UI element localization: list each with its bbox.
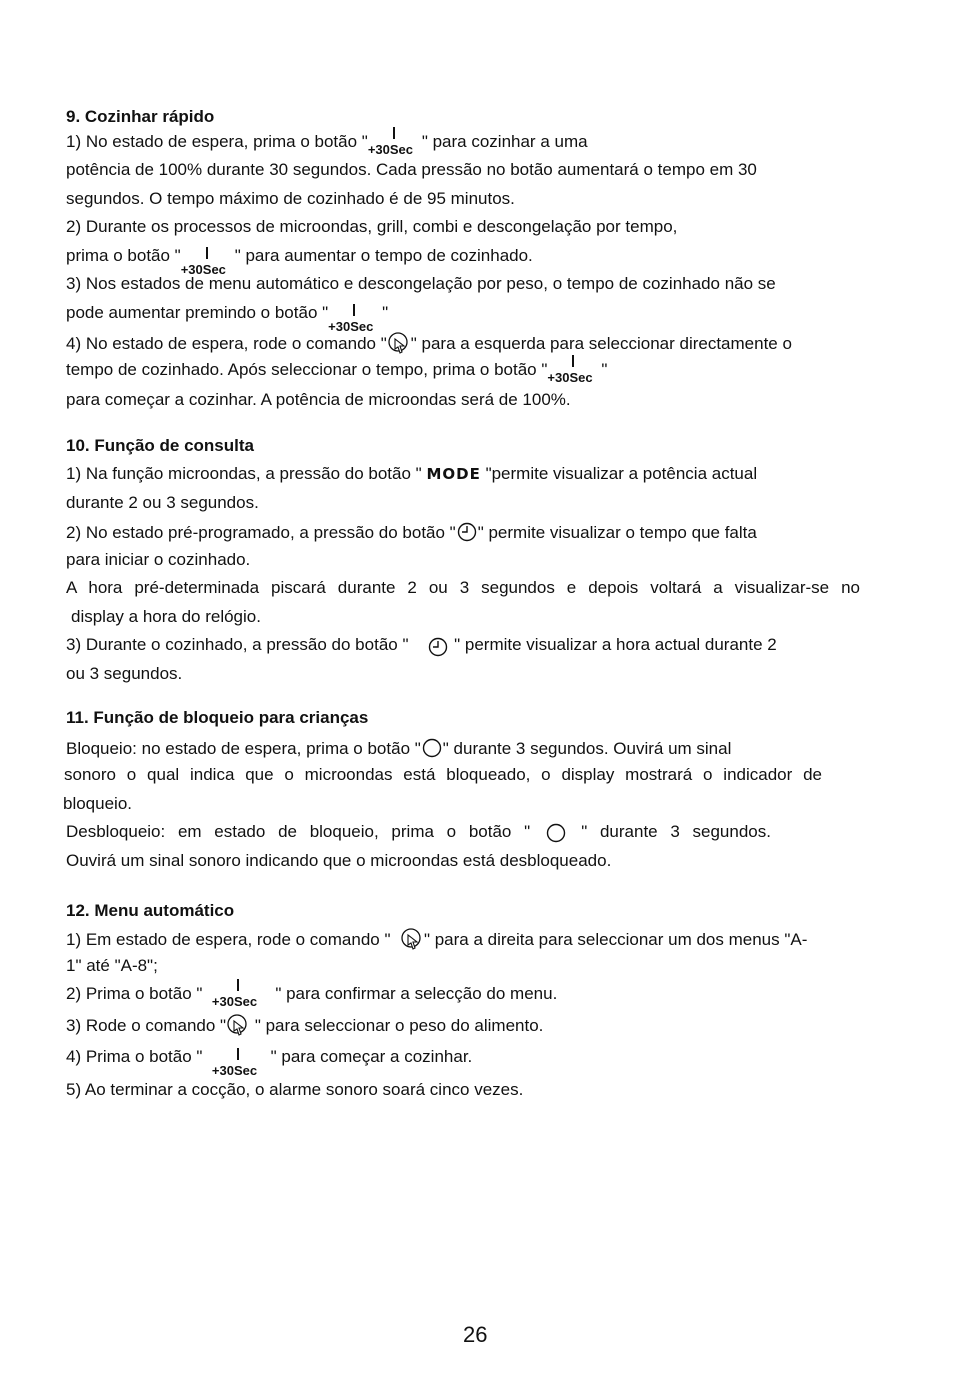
s12-line-4 (66, 1013, 543, 1039)
text: " para aumentar o tempo de cozinhado. (234, 246, 533, 265)
page-number: 26 (463, 1322, 488, 1347)
s9-line-8 (66, 331, 792, 357)
s11-line-1 (66, 737, 731, 759)
s10-line-8: ou 3 segundos. (66, 664, 183, 683)
text: "permite visualizar a potência actual (485, 464, 758, 483)
s12-line-1 (66, 927, 807, 953)
text: " permite visualizar a hora actual durante 2 (454, 635, 777, 654)
text: Bloqueio: no estado de espera, prima o botão " (66, 739, 421, 758)
s9-line-9 (66, 360, 607, 383)
s12-line-6: 5) Ao terminar a cocção, o alarme sonoro soará cinco vezes. (66, 1080, 524, 1099)
text: " (382, 303, 389, 322)
s9-line-7 (66, 303, 388, 332)
text: 3) Durante o cozinhado, a pressão do botão " (66, 635, 409, 654)
knob-icon (400, 927, 424, 953)
text: tempo de cozinhado. Após seleccionar o tempo, prima o botão " (66, 360, 548, 379)
s10-line-5: A hora pré-determinada piscará durante 2 ou 3 segundos e depois voltará a visualizar-se no (66, 578, 860, 597)
text: 2) No estado pré-programado, a pressão do botão " (66, 523, 456, 542)
text: 3) Rode o comando " (66, 1016, 227, 1035)
s10-line-2: durante 2 ou 3 segundos. (66, 493, 259, 512)
plus30sec-icon: +30Sec (368, 135, 422, 155)
s11-line-4 (66, 822, 771, 844)
s11-line-5: Ouvirá um sinal sonoro indicando que o microondas está desbloqueado. (66, 851, 612, 870)
text: " para confirmar a selecção do menu. (275, 984, 558, 1003)
text: pode aumentar premindo o botão " (66, 303, 329, 322)
s12-line-5 (66, 1047, 472, 1076)
text: 1) Em estado de espera, rode o comando " (66, 930, 391, 949)
knob-icon (387, 331, 411, 357)
section-11-title: 11. Função de bloqueio para crianças (66, 708, 369, 727)
stop-circle-icon (421, 737, 443, 759)
s10-line-3 (66, 521, 757, 543)
plus30sec-icon: +30Sec (547, 363, 601, 383)
s11-line-2: sonoro o qual indica que o microondas está bloqueado, o display mostrará o indicador de (64, 765, 822, 784)
text: 1) No estado de espera, prima o botão " (66, 132, 368, 151)
text: 1) Na função microondas, a pressão do botão " (66, 464, 422, 483)
text: " para a esquerda para seleccionar directamente o (410, 334, 792, 353)
s12-line-3 (66, 984, 557, 1007)
text: " para começar a cozinhar. (270, 1047, 473, 1066)
text: 4) Prima o botão " (66, 1047, 203, 1066)
plus30sec-icon: +30Sec (212, 987, 266, 1007)
text: " durante 3 segundos. (581, 822, 771, 841)
s10-line-1 (66, 464, 846, 484)
text: " para seleccionar o peso do alimento. (254, 1016, 544, 1035)
s9-line-3: segundos. O tempo máximo de cozinhado é de 95 minutos. (66, 189, 515, 208)
s9-line-2: potência de 100% durante 30 segundos. Cada pressão no botão aumentará o tempo em 30 (66, 160, 757, 179)
section-12-title: 12. Menu automático (66, 901, 235, 920)
s9-line-5 (66, 246, 533, 275)
stop-circle-icon (545, 822, 567, 844)
plus30sec-icon: +30Sec (212, 1056, 266, 1076)
s11-line-3: bloqueio. (63, 794, 133, 813)
text: " (601, 360, 608, 379)
s10-line-4: para iniciar o cozinhado. (66, 550, 251, 569)
section-9-title: 9. Cozinhar rápido (66, 107, 215, 126)
text: 4) No estado de espera, rode o comando " (66, 334, 387, 353)
text: " durante 3 segundos. Ouvirá um sinal (442, 739, 732, 758)
text: 2) Prima o botão " (66, 984, 203, 1003)
knob-icon (226, 1013, 250, 1039)
s10-line-7 (66, 635, 777, 658)
clock-icon (456, 521, 478, 543)
s9-line-1 (66, 132, 588, 155)
s9-line-4: 2) Durante os processos de microondas, grill, combi e descongelação por tempo, (66, 217, 678, 236)
plus30sec-icon: +30Sec (328, 312, 382, 332)
text: " permite visualizar o tempo que falta (477, 523, 757, 542)
s10-line-6: display a hora do relógio. (71, 607, 261, 626)
text: prima o botão " (66, 246, 181, 265)
mode-icon: MODE (426, 465, 481, 483)
clock-icon (427, 636, 449, 658)
s9-line-10: para começar a cozinhar. A potência de microondas será de 100%. (66, 390, 571, 409)
section-10-title: 10. Função de consulta (66, 436, 254, 455)
text: Desbloqueio: em estado de bloqueio, prima o botão " (66, 822, 531, 841)
s9-line-6: 3) Nos estados de menu automático e descongelação por peso, o tempo de cozinhado não se (66, 274, 776, 293)
s12-line-2: 1" até "A-8"; (66, 956, 158, 975)
text: " para cozinhar a uma (421, 132, 588, 151)
text: " para a direita para seleccionar um dos menus "A- (423, 930, 808, 949)
plus30sec-icon: +30Sec (181, 255, 235, 275)
